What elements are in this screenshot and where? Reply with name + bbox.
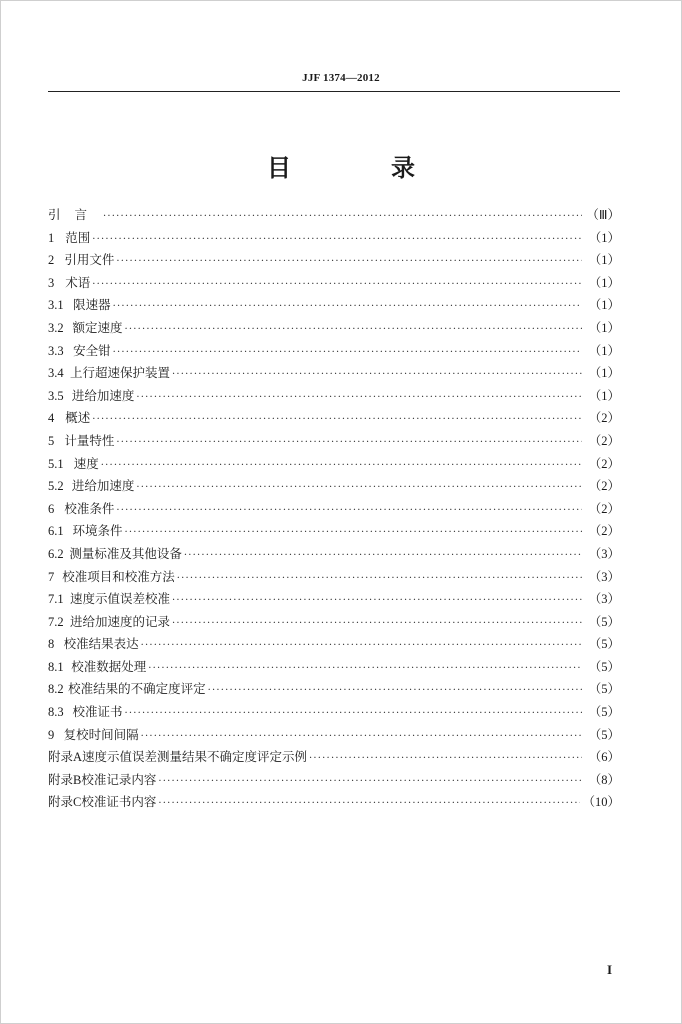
toc-entry-page: （1） bbox=[588, 320, 620, 335]
toc-entry-leader-dots bbox=[208, 680, 582, 703]
toc-entry-leader-dots bbox=[141, 635, 582, 658]
toc-entry-leader-dots bbox=[116, 432, 582, 455]
toc-entry[interactable] bbox=[48, 588, 620, 611]
toc-entry-number: 6.1 bbox=[48, 524, 64, 539]
toc-list bbox=[48, 204, 620, 814]
toc-entry-page: （1） bbox=[588, 230, 620, 245]
toc-entry-number: 6 bbox=[48, 501, 55, 516]
header-rule bbox=[48, 91, 620, 92]
toc-entry-title: 速度示值误差校准 bbox=[69, 591, 170, 607]
toc-entry-title: 额定速度 bbox=[72, 319, 123, 335]
toc-entry[interactable] bbox=[48, 249, 620, 272]
toc-entry-title: 速度示值误差测量结果不确定度评定示例 bbox=[82, 749, 308, 765]
toc-entry-title: 校准数据处理 bbox=[71, 658, 147, 674]
toc-entry-number: 附录C bbox=[48, 795, 82, 810]
toc-entry-number: 3.2 bbox=[48, 320, 64, 335]
toc-entry-leader-dots bbox=[136, 387, 582, 410]
toc-entry-page: （5） bbox=[588, 637, 620, 652]
toc-entry-number: 4 bbox=[48, 411, 55, 426]
toc-entry-leader-dots bbox=[116, 251, 582, 274]
toc-entry-number: 8.2 bbox=[48, 682, 64, 697]
toc-entry[interactable] bbox=[48, 340, 620, 363]
toc-entry-title: 复校时间间隔 bbox=[63, 726, 139, 742]
toc-entry-title: 进给加速度 bbox=[71, 387, 135, 403]
toc-entry-leader-dots bbox=[172, 590, 582, 613]
toc-entry-page: （1） bbox=[588, 343, 620, 358]
toc-entry[interactable] bbox=[48, 701, 620, 724]
toc-entry-leader-dots bbox=[92, 229, 582, 252]
toc-entry-title: 校准证书 bbox=[72, 704, 123, 720]
toc-entry-number: 3.3 bbox=[48, 343, 64, 358]
toc-entry-title: 安全钳 bbox=[73, 342, 111, 358]
toc-entry[interactable] bbox=[48, 385, 620, 408]
toc-entry-title: 进给加速度 bbox=[71, 478, 135, 494]
toc-entry-page: （1） bbox=[588, 366, 620, 381]
toc-entry-leader-dots bbox=[125, 522, 582, 545]
toc-entry-page: （2） bbox=[588, 433, 620, 448]
toc-entry-number: 5.1 bbox=[48, 456, 64, 471]
toc-entry[interactable] bbox=[48, 272, 620, 295]
toc-entry[interactable] bbox=[48, 430, 620, 453]
toc-entry[interactable] bbox=[48, 227, 620, 250]
toc-entry[interactable] bbox=[48, 724, 620, 747]
toc-entry[interactable] bbox=[48, 746, 620, 769]
toc-entry-number: 附录B bbox=[48, 772, 82, 787]
toc-entry-number: 3.1 bbox=[48, 298, 64, 313]
toc-entry-page: （2） bbox=[588, 501, 620, 516]
toc-entry-number: 9 bbox=[48, 727, 55, 742]
toc-entry-title: 校准条件 bbox=[64, 500, 115, 516]
toc-entry-leader-dots bbox=[177, 568, 582, 591]
toc-entry-title: 计量特性 bbox=[64, 432, 115, 448]
toc-entry-leader-dots bbox=[103, 206, 582, 229]
toc-entry-title: 术语 bbox=[65, 274, 91, 290]
toc-entry-title: 引用文件 bbox=[64, 252, 115, 268]
toc-entry-page: （5） bbox=[588, 614, 620, 629]
toc-entry-leader-dots bbox=[92, 409, 582, 432]
toc-entry-leader-dots bbox=[116, 500, 582, 523]
toc-entry-leader-dots bbox=[172, 364, 582, 387]
toc-entry-page: （6） bbox=[588, 750, 620, 765]
toc-entry-leader-dots bbox=[113, 296, 582, 319]
toc-entry[interactable] bbox=[48, 543, 620, 566]
toc-entry-number: 6.2 bbox=[48, 546, 64, 561]
toc-entry-title: 校准证书内容 bbox=[81, 794, 157, 810]
toc-entry-number: 8 bbox=[48, 637, 55, 652]
toc-title: 目 录 bbox=[267, 154, 453, 182]
toc-entry-page: （2） bbox=[588, 479, 620, 494]
toc-entry[interactable] bbox=[48, 678, 620, 701]
toc-entry-number: 8.1 bbox=[48, 659, 64, 674]
toc-entry[interactable] bbox=[48, 498, 620, 521]
toc-entry[interactable] bbox=[48, 362, 620, 385]
toc-entry-number: 3 bbox=[48, 275, 55, 290]
toc-entry-leader-dots bbox=[125, 703, 582, 726]
toc-entry[interactable] bbox=[48, 520, 620, 543]
toc-entry[interactable] bbox=[48, 769, 620, 792]
toc-entry-title: 校准记录内容 bbox=[81, 771, 157, 787]
toc-entry-title: 校准结果表达 bbox=[63, 636, 139, 652]
toc-entry-number: 附录A bbox=[48, 750, 83, 765]
toc-entry[interactable] bbox=[48, 475, 620, 498]
toc-entry-title: 测量标准及其他设备 bbox=[69, 545, 182, 561]
toc-entry[interactable] bbox=[48, 633, 620, 656]
toc-entry-leader-dots bbox=[172, 613, 582, 636]
toc-entry-leader-dots bbox=[158, 793, 580, 816]
toc-entry-page: （1） bbox=[588, 253, 620, 268]
toc-entry-page: （2） bbox=[588, 456, 620, 471]
document-code: JJF 1374—2012 bbox=[302, 72, 380, 84]
toc-entry-title: 速度 bbox=[73, 455, 99, 471]
toc-entry-page: （1） bbox=[588, 298, 620, 313]
toc-entry-number: 8.3 bbox=[48, 705, 64, 720]
toc-entry-page: （Ⅲ） bbox=[586, 208, 620, 222]
toc-entry-number: 7.1 bbox=[48, 592, 64, 607]
toc-entry-number: 3.4 bbox=[48, 366, 64, 381]
toc-entry[interactable] bbox=[48, 204, 620, 227]
toc-entry-title: 校准项目和校准方法 bbox=[62, 568, 175, 584]
toc-entry-leader-dots bbox=[113, 342, 582, 365]
toc-entry-title: 范围 bbox=[65, 229, 91, 245]
toc-entry-leader-dots bbox=[309, 748, 582, 771]
toc-entry-title: 进给加速度的记录 bbox=[69, 613, 170, 629]
toc-entry-page: （5） bbox=[588, 659, 620, 674]
toc-entry-leader-dots bbox=[184, 545, 582, 568]
toc-entry-page: （2） bbox=[588, 411, 620, 426]
toc-entry-leader-dots bbox=[136, 477, 582, 500]
toc-entry-number: 7 bbox=[48, 569, 55, 584]
toc-entry-title: 校准结果的不确定度评定 bbox=[68, 681, 206, 697]
toc-entry-leader-dots bbox=[141, 726, 582, 749]
toc-entry[interactable] bbox=[48, 407, 620, 430]
toc-entry-page: （5） bbox=[588, 727, 620, 742]
toc-entry-page: （1） bbox=[588, 388, 620, 403]
toc-entry-page: （3） bbox=[588, 592, 620, 607]
toc-entry-leader-dots bbox=[92, 274, 582, 297]
toc-entry-title: 限速器 bbox=[73, 297, 111, 313]
toc-entry-number: 5.2 bbox=[48, 479, 64, 494]
toc-entry[interactable] bbox=[48, 566, 620, 589]
toc-entry[interactable] bbox=[48, 611, 620, 634]
toc-entry-number: 5 bbox=[48, 433, 55, 448]
toc-entry-title: 环境条件 bbox=[72, 523, 123, 539]
toc-entry-number: 3.5 bbox=[48, 388, 64, 403]
toc-entry-leader-dots bbox=[101, 455, 582, 478]
toc-entry-page: （3） bbox=[588, 569, 620, 584]
toc-entry-leader-dots bbox=[158, 771, 582, 794]
toc-entry-page: （5） bbox=[588, 682, 620, 697]
toc-entry[interactable] bbox=[48, 656, 620, 679]
toc-entry-number: 1 bbox=[48, 230, 55, 245]
toc-entry-leader-dots bbox=[148, 658, 582, 681]
toc-entry-number: 2 bbox=[48, 253, 55, 268]
toc-entry[interactable] bbox=[48, 294, 620, 317]
toc-entry-title: 概述 bbox=[65, 410, 91, 426]
toc-entry[interactable] bbox=[48, 791, 620, 814]
toc-entry-number: 7.2 bbox=[48, 614, 64, 629]
toc-entry-page: （5） bbox=[588, 705, 620, 720]
page-number: I bbox=[606, 962, 612, 977]
toc-entry-page: （2） bbox=[588, 524, 620, 539]
toc-entry-page: （3） bbox=[588, 546, 620, 561]
toc-entry-page: （10） bbox=[582, 795, 620, 810]
toc-entry-page: （1） bbox=[588, 275, 620, 290]
toc-entry[interactable] bbox=[48, 317, 620, 340]
toc-entry-title: 引言 bbox=[48, 207, 102, 222]
toc-entry-title: 上行超速保护装置 bbox=[69, 365, 170, 381]
toc-entry-leader-dots bbox=[125, 319, 582, 342]
toc-entry-page: （8） bbox=[588, 772, 620, 787]
toc-entry[interactable] bbox=[48, 453, 620, 476]
